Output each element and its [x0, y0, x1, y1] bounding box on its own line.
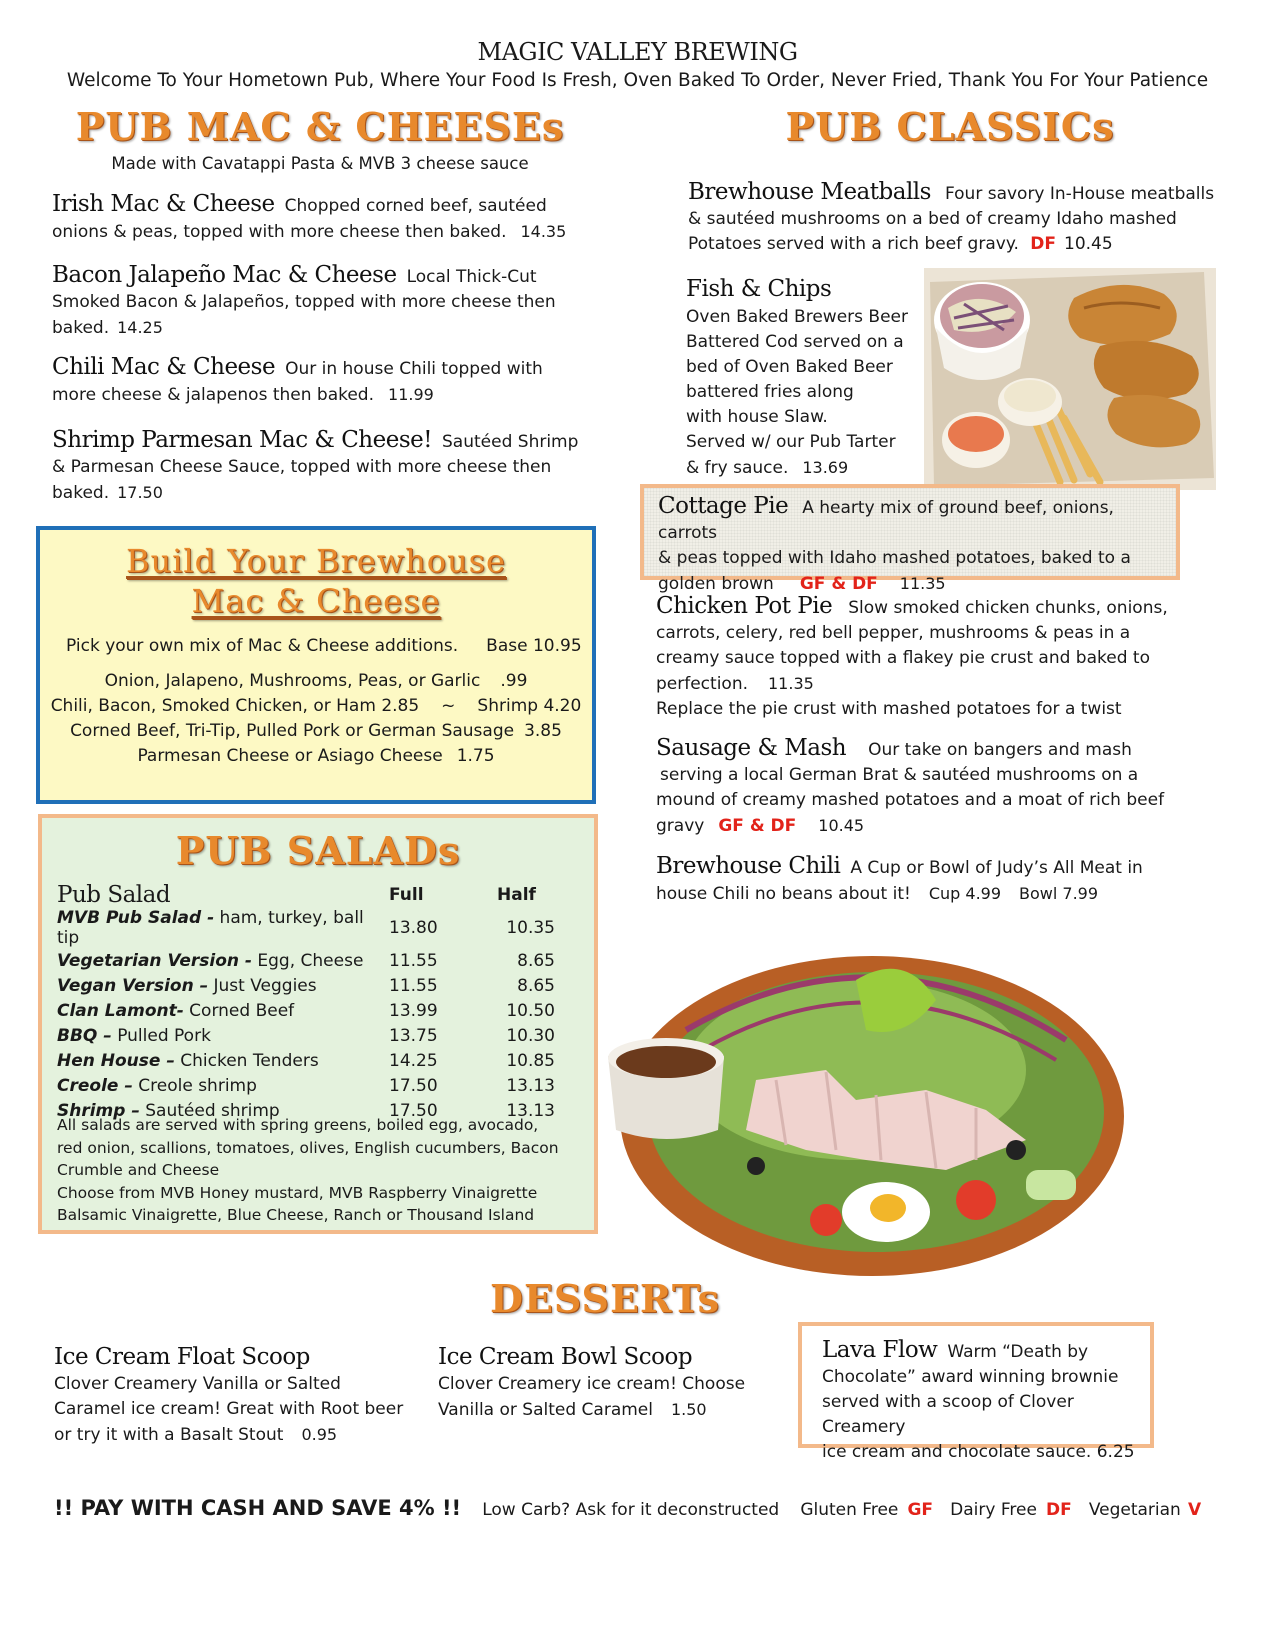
gf-df-tag: GF & DF — [799, 574, 878, 594]
classic-item-brewhouse-chili: Brewhouse Chili A Cup or Bowl of Judy’s All Meat in house Chili no beans about it! Cup 4.99 Bowl 7.99 — [656, 853, 1143, 904]
mac-item-irish: Irish Mac & Cheese Chopped corned beef, sautéed onions & peas, topped with more cheese then baked. 14.35 — [52, 191, 567, 242]
item-price: 17.50 — [117, 483, 163, 502]
table-row: BBQ – Pulled Pork 13.75 10.30 — [57, 1025, 555, 1046]
cottage-pie-box — [640, 484, 1180, 594]
table-row: Hen House – Chicken Tenders 14.25 10.85 — [57, 1050, 555, 1071]
table-row: MVB Pub Salad - ham, turkey, ball tip 13.80 10.35 — [57, 908, 555, 948]
legend-v-label: Vegetarian — [1088, 1500, 1181, 1520]
build-base-price: Base 10.95 — [486, 636, 582, 656]
item-name: Fish & Chips — [686, 276, 832, 302]
item-price: 11.35 — [899, 574, 946, 593]
classics-section-title: PUB CLASSICs — [785, 104, 1115, 149]
dessert-item-bowl: Ice Cream Bowl Scoop Clover Creamery ice cream! Choose Vanilla or Salted Caramel 1.50 — [438, 1342, 778, 1423]
tagline: Welcome To Your Hometown Pub, Where Your Food Is Fresh, Oven Baked To Order, Never Fried, Thank You For Your Patience — [66, 70, 1209, 91]
table-row: Shrimp – Sautéed shrimp 17.50 13.13 — [57, 1100, 555, 1121]
legend-v-tag: V — [1187, 1500, 1202, 1520]
item-price: 0.95 — [301, 1425, 338, 1444]
build-intro: Pick your own mix of Mac & Cheese additions. Base 10.95 — [66, 636, 582, 656]
item-price: 13.69 — [802, 458, 849, 477]
item-name: Shrimp Parmesan Mac & Cheese! — [52, 427, 433, 453]
build-options: Onion, Jalapeno, Mushrooms, Peas, or Garlic .99 Chili, Bacon, Smoked Chicken, or Ham 2.85 ~ Shrimp 4.20 Corned Beef, Tri-Tip, Pulled Pork or German Sausage 3.85 Parmesan Cheese or Asiago Cheese 1.75 — [50, 671, 582, 766]
item-price: 11.35 — [768, 674, 814, 693]
col-full: Full — [389, 885, 424, 905]
build-title-line2: Mac & Cheese — [191, 582, 441, 620]
mac-subtitle: Made with Cavatappi Pasta & MVB 3 cheese sauce — [111, 154, 529, 173]
item-name: Irish Mac & Cheese — [52, 191, 275, 217]
build-title-line1: Build Your Brewhouse — [126, 542, 506, 580]
legend-gf-label: Gluten Free — [800, 1500, 899, 1520]
gf-df-tag: GF & DF — [718, 816, 797, 836]
classic-item-meatballs: Brewhouse Meatballs Four savory In-House meatballs & sautéed mushrooms on a bed of creamy Idaho mashed Potatoes served with a rich beef gravy. DF 10.45 — [688, 179, 1215, 254]
legend-gf-tag: GF — [907, 1500, 934, 1520]
item-name: Ice Cream Float Scoop — [54, 1344, 310, 1370]
classic-item-fish-chips: Fish & Chips Oven Baked Brewers Beer Battered Cod served on a bed of Oven Baked Beer battered fries along with house Slaw. Served w/ our Pub Tarter & fry sauce. 13.69 — [686, 273, 926, 481]
salads-heading: Pub Salad — [57, 882, 171, 908]
salads-section-title: PUB SALADs — [175, 828, 461, 873]
dessert-item-float: Ice Cream Float Scoop Clover Creamery Vanilla or Salted Caramel ice cream! Great with Root beer or try it with a Basalt Stout 0.95 — [54, 1342, 434, 1448]
salads-table — [57, 882, 577, 1123]
mac-item-chili: Chili Mac & Cheese Our in house Chili topped with more cheese & jalapenos then baked. 11.99 — [52, 354, 543, 405]
table-row: Creole – Creole shrimp 17.50 13.13 — [57, 1075, 555, 1096]
mac-section-title: PUB MAC & CHEESEs — [75, 104, 565, 149]
table-row: Vegetarian Version - Egg, Cheese 11.55 8.65 — [57, 950, 555, 971]
mac-item-shrimp-parmesan: Shrimp Parmesan Mac & Cheese! Sautéed Shrimp & Parmesan Cheese Sauce, topped with more cheese then baked. 17.50 — [52, 427, 579, 503]
item-name: Brewhouse Chili — [656, 853, 841, 879]
item-price: 11.99 — [388, 385, 434, 404]
item-price: 10.45 — [1064, 234, 1113, 254]
cash-discount-note: !! PAY WITH CASH AND SAVE 4% !! — [54, 1496, 462, 1520]
classic-item-chicken-pot-pie: Chicken Pot Pie Slow smoked chicken chunks, onions, carrots, celery, red bell pepper, mushrooms & peas in a creamy sauce topped with a flakey pie crust and baked to perfection. 11.35 Replace the pie crust with mashed potatoes for a twist — [656, 593, 1168, 719]
item-name: Ice Cream Bowl Scoop — [438, 1344, 693, 1370]
item-name: Sausage & Mash — [656, 735, 847, 761]
dessert-item-lava-flow: Lava Flow Warm “Death by Chocolate” award winning brownie served with a scoop of Clover Creamery ice cream and chocolate sauce. 6.25 — [822, 1337, 1135, 1462]
fish-and-chips-photo — [924, 268, 1216, 490]
item-name: Chicken Pot Pie — [656, 593, 833, 619]
salads-box — [38, 814, 598, 1234]
legend-df-tag: DF — [1046, 1500, 1072, 1520]
mac-item-bacon-jalapeno: Bacon Jalapeño Mac & Cheese Local Thick-Cut Smoked Bacon & Jalapeños, topped with more cheese then baked. 14.25 — [52, 262, 556, 338]
item-price: 1.50 — [670, 1400, 707, 1419]
salad-photo — [606, 920, 1126, 1280]
low-carb-note: Low Carb? Ask for it deconstructed — [482, 1500, 780, 1520]
salads-notes: All salads are served with spring greens, boiled egg, avocado, red onion, scallions, tomatoes, olives, English cucumbers, Bacon Crumble and Cheese Choose from MVB Honey mustard, MVB Raspberry Vinaigrette Balsamic Vinaigrette, Blue Cheese, Ranch or Thousand Island — [57, 1116, 559, 1224]
desserts-section-title: DESSERTs — [489, 1276, 721, 1321]
table-row: Vegan Version – Just Veggies 11.55 8.65 — [57, 975, 555, 996]
dairy-free-tag: DF — [1030, 234, 1057, 254]
item-price: 14.35 — [520, 222, 567, 241]
item-name: Lava Flow — [822, 1337, 938, 1363]
item-name: Brewhouse Meatballs — [688, 179, 931, 205]
col-half: Half — [497, 885, 536, 905]
item-price: 10.45 — [818, 816, 865, 835]
legend-df-label: Dairy Free — [950, 1500, 1037, 1520]
item-price: 14.25 — [117, 318, 163, 337]
page-title: MAGIC VALLEY BREWING — [477, 38, 798, 66]
lava-flow-box — [798, 1322, 1154, 1462]
classic-item-sausage-mash: Sausage & Mash Our take on bangers and mash serving a local German Brat & sautéed mushrooms on a mound of creamy mashed potatoes and a moat of rich beef gravy GF & DF 10.45 — [656, 735, 1165, 836]
item-name: Cottage Pie — [658, 493, 789, 519]
footer — [54, 1496, 1254, 1520]
chili-cup-price: Cup 4.99 — [928, 884, 1002, 903]
classic-item-cottage-pie: Cottage Pie A hearty mix of ground beef, onions, carrots & peas topped with Idaho mashed potatoes, baked to a golden brown GF & DF 11.35 — [658, 493, 1131, 594]
table-row: Clan Lamont- Corned Beef 13.99 10.50 — [57, 1000, 555, 1021]
chili-bowl-price: Bowl 7.99 — [1019, 884, 1099, 903]
build-your-own-box — [36, 526, 596, 804]
item-name: Chili Mac & Cheese — [52, 354, 276, 380]
item-name: Bacon Jalapeño Mac & Cheese — [52, 262, 397, 288]
